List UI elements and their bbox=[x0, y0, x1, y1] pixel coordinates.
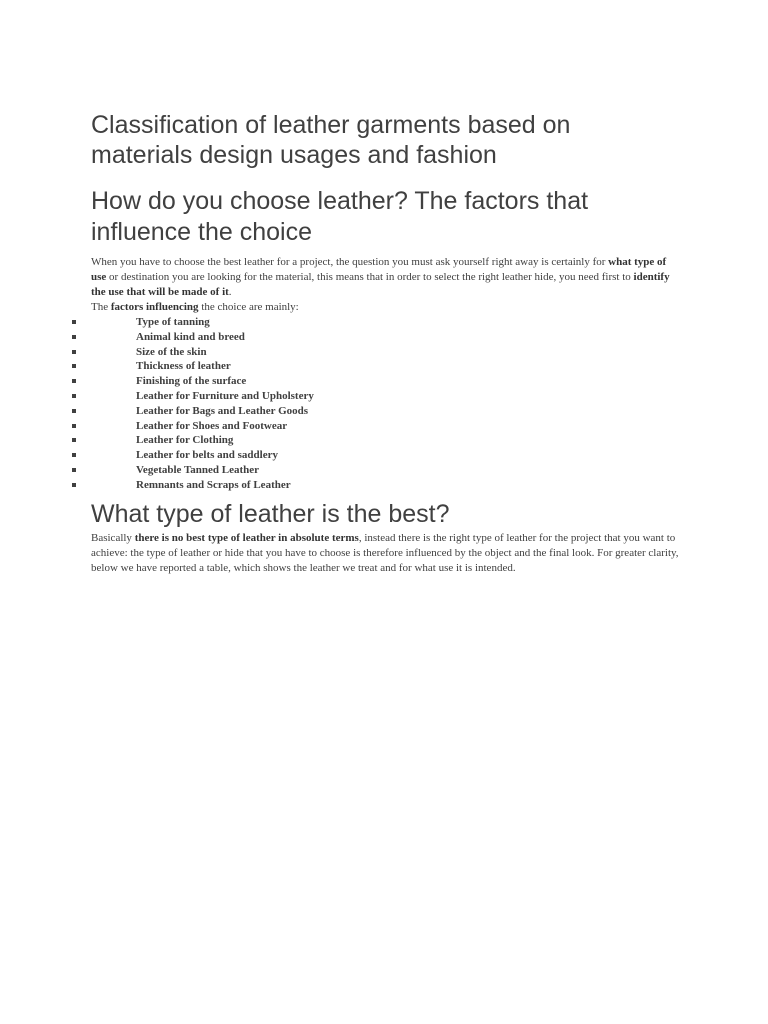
list-item-label: Leather for Shoes and Footwear bbox=[136, 419, 288, 432]
factors-list bbox=[0, 315, 600, 493]
square-bullet-icon bbox=[72, 350, 76, 354]
list-item-label: Vegetable Tanned Leather bbox=[136, 463, 260, 476]
square-bullet-icon bbox=[72, 453, 76, 457]
list-item bbox=[0, 433, 600, 448]
list-item-label: Animal kind and breed bbox=[136, 330, 245, 343]
square-bullet-icon bbox=[72, 379, 76, 383]
bold-run: what type of use bbox=[91, 256, 667, 283]
document-title: Classification of leather garments based on materials design usages and fashion bbox=[91, 111, 571, 169]
square-bullet-icon bbox=[72, 483, 76, 487]
list-item bbox=[0, 419, 600, 434]
list-item bbox=[0, 315, 600, 330]
section-heading-best-leather: What type of leather is the best? bbox=[91, 499, 450, 528]
list-item-label: Leather for belts and saddlery bbox=[136, 449, 278, 462]
list-item-label: Thickness of leather bbox=[136, 360, 231, 373]
square-bullet-icon bbox=[72, 364, 76, 368]
list-item bbox=[0, 374, 600, 389]
text-run: Basically bbox=[91, 531, 135, 544]
factors-intro-paragraph bbox=[91, 300, 691, 315]
text-run: When you have to choose the best leather for a project, the question you must ask yourself right away is certainly for bbox=[91, 256, 609, 268]
bold-run: there is no best type of leather in absolute terms bbox=[134, 531, 359, 544]
list-item bbox=[0, 389, 600, 404]
list-item bbox=[0, 330, 600, 345]
square-bullet-icon bbox=[72, 438, 76, 442]
text-run: . bbox=[228, 286, 232, 298]
list-item-label: Type of tanning bbox=[136, 316, 210, 328]
square-bullet-icon bbox=[72, 320, 76, 324]
text-run: , instead there is the right type of leather for the project that you want to achieve: the type of leather or hide that you have to choose is therefore influenced by the object and the final look. For greater clarity, below we have reported a table, which shows the leather we treat and for what use it is intended. bbox=[91, 531, 679, 574]
text-run: The bbox=[91, 301, 111, 313]
square-bullet-icon bbox=[72, 394, 76, 398]
list-item-label: Leather for Bags and Leather Goods bbox=[136, 404, 309, 417]
list-item bbox=[0, 404, 600, 419]
list-item bbox=[0, 448, 600, 463]
list-item-label: Finishing of the surface bbox=[136, 375, 247, 388]
list-item-label: Size of the skin bbox=[136, 345, 207, 358]
intro-paragraph bbox=[91, 255, 671, 300]
best-leather-paragraph bbox=[91, 531, 681, 576]
section-heading-choose-leather: How do you choose leather? The factors that influence the choice bbox=[91, 187, 589, 246]
list-item-label: Remnants and Scraps of Leather bbox=[136, 478, 291, 491]
square-bullet-icon bbox=[72, 468, 76, 472]
bold-run: identify the use that will be made of it bbox=[91, 271, 670, 298]
square-bullet-icon bbox=[72, 424, 76, 428]
list-item bbox=[0, 359, 600, 374]
list-item bbox=[0, 463, 600, 478]
list-item bbox=[0, 478, 600, 493]
list-item bbox=[0, 345, 600, 360]
square-bullet-icon bbox=[72, 409, 76, 413]
list-item-label: Leather for Furniture and Upholstery bbox=[136, 389, 314, 402]
bold-run: factors influencing bbox=[110, 301, 199, 313]
square-bullet-icon bbox=[72, 335, 76, 339]
list-item-label: Leather for Clothing bbox=[136, 434, 234, 447]
text-run: the choice are mainly: bbox=[198, 301, 299, 313]
document-page bbox=[91, 110, 691, 576]
text-run: or destination you are looking for the material, this means that in order to select the right leather hide, you need first to bbox=[106, 271, 634, 283]
